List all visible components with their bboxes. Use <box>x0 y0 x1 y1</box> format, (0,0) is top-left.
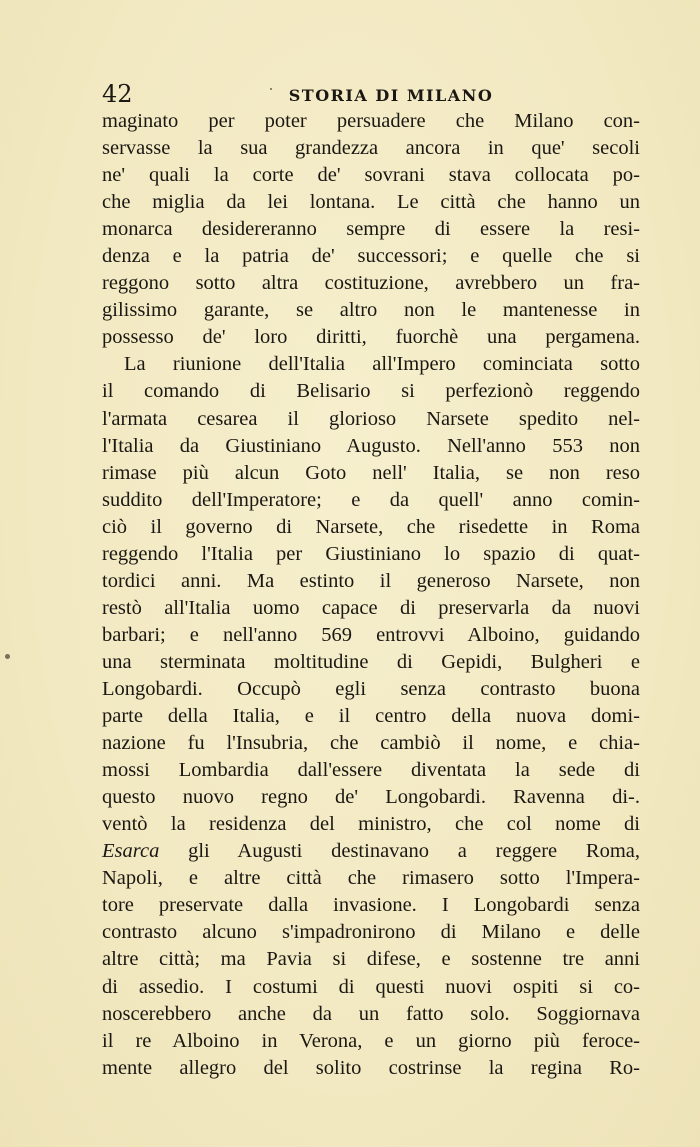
text-line: possesso de' loro diritti, fuorchè una pergamena. <box>102 326 640 349</box>
paragraph-start-line: La riunione dell'Italia all'Impero cominciata sotto <box>124 353 640 376</box>
text-line: monarca desidereranno sempre di essere la resi- <box>102 218 640 241</box>
text-line: di assedio. I costumi di questi nuovi ospiti si co- <box>102 975 640 998</box>
text-line: altre città; ma Pavia si difese, e sostenne tre anni <box>102 948 640 971</box>
text-line: denza e la patria de' successori; e quelle che si <box>102 245 640 268</box>
text-line: parte della Italia, e il centro della nuova domi- <box>102 705 640 728</box>
text-line: restò all'Italia uomo capace di preservarla da nuovi <box>102 596 640 619</box>
page-header <box>102 80 640 108</box>
text-line: noscerebbero anche da un fatto solo. Soggiornava <box>102 1002 640 1025</box>
text-line: rimase più alcun Goto nell' Italia, se non reso <box>102 461 640 484</box>
text-line: reggendo l'Italia per Giustiniano lo spazio di quat- <box>102 542 640 565</box>
text-line: l'Italia da Giustiniano Augusto. Nell'anno 553 non <box>102 434 640 457</box>
text-line: mente allegro del solito costrinse la regina Ro- <box>102 1056 640 1079</box>
text-line: tordici anni. Ma estinto il generoso Narsete, non <box>102 569 640 592</box>
text-line: barbari; e nell'anno 569 entrovvi Alboino, guidando <box>102 623 640 646</box>
text-line: gilissimo garante, se altro non le mantenesse in <box>102 299 640 322</box>
italic-term: Esarca <box>102 840 160 863</box>
text-line: l'armata cesarea il glorioso Narsete spedito nel- <box>102 407 640 430</box>
text-line: mossi Lombardia dall'essere diventata la sede di <box>102 759 640 782</box>
text-line: il comando di Belisario si perfezionò reggendo <box>102 380 640 403</box>
running-title: STORIA DI MILANO <box>288 86 494 105</box>
text-line: ciò il governo di Narsete, che risedette in Roma <box>102 515 640 538</box>
text-line: nazione fu l'Insubria, che cambiò il nome, e chia- <box>102 732 640 755</box>
text-line: maginato per poter persuadere che Milano con- <box>102 110 640 132</box>
text-line: suddito dell'Imperatore; e da quell' anno comin- <box>102 488 640 511</box>
text-line: il re Alboino in Verona, e un giorno più feroce- <box>102 1029 640 1052</box>
text-line: questo nuovo regno de' Longobardi. Ravenna di-. <box>102 786 640 809</box>
text-line: Longobardi. Occupò egli senza contrasto buona <box>102 677 640 700</box>
text-line: ne' quali la corte de' sovrani stava collocata po- <box>102 164 640 187</box>
text-line: contrasto alcuno s'impadronirono di Milano e delle <box>102 921 640 944</box>
body-text <box>102 108 640 1082</box>
text-line: tore preservate dalla invasione. I Longobardi senza <box>102 894 640 917</box>
text-line: una sterminata moltitudine di Gepidi, Bulgheri e <box>102 650 640 673</box>
text-line: servasse la sua grandezza ancora in que' secoli <box>102 137 640 160</box>
page-number: 42 <box>102 80 133 108</box>
text-line: che miglia da lei lontana. Le città che hanno un <box>102 191 640 214</box>
text-line: reggono sotto altra costituzione, avrebbero un fra- <box>102 272 640 295</box>
text-line: ventò la residenza del ministro, che col nome di <box>102 813 640 836</box>
text-line-with-italic: Esarca gli Augusti destinavano a reggere Roma, <box>102 840 640 863</box>
margin-ink-speck <box>5 654 10 659</box>
text-line: Napoli, e altre città che rimasero sotto l'Impera- <box>102 867 640 890</box>
